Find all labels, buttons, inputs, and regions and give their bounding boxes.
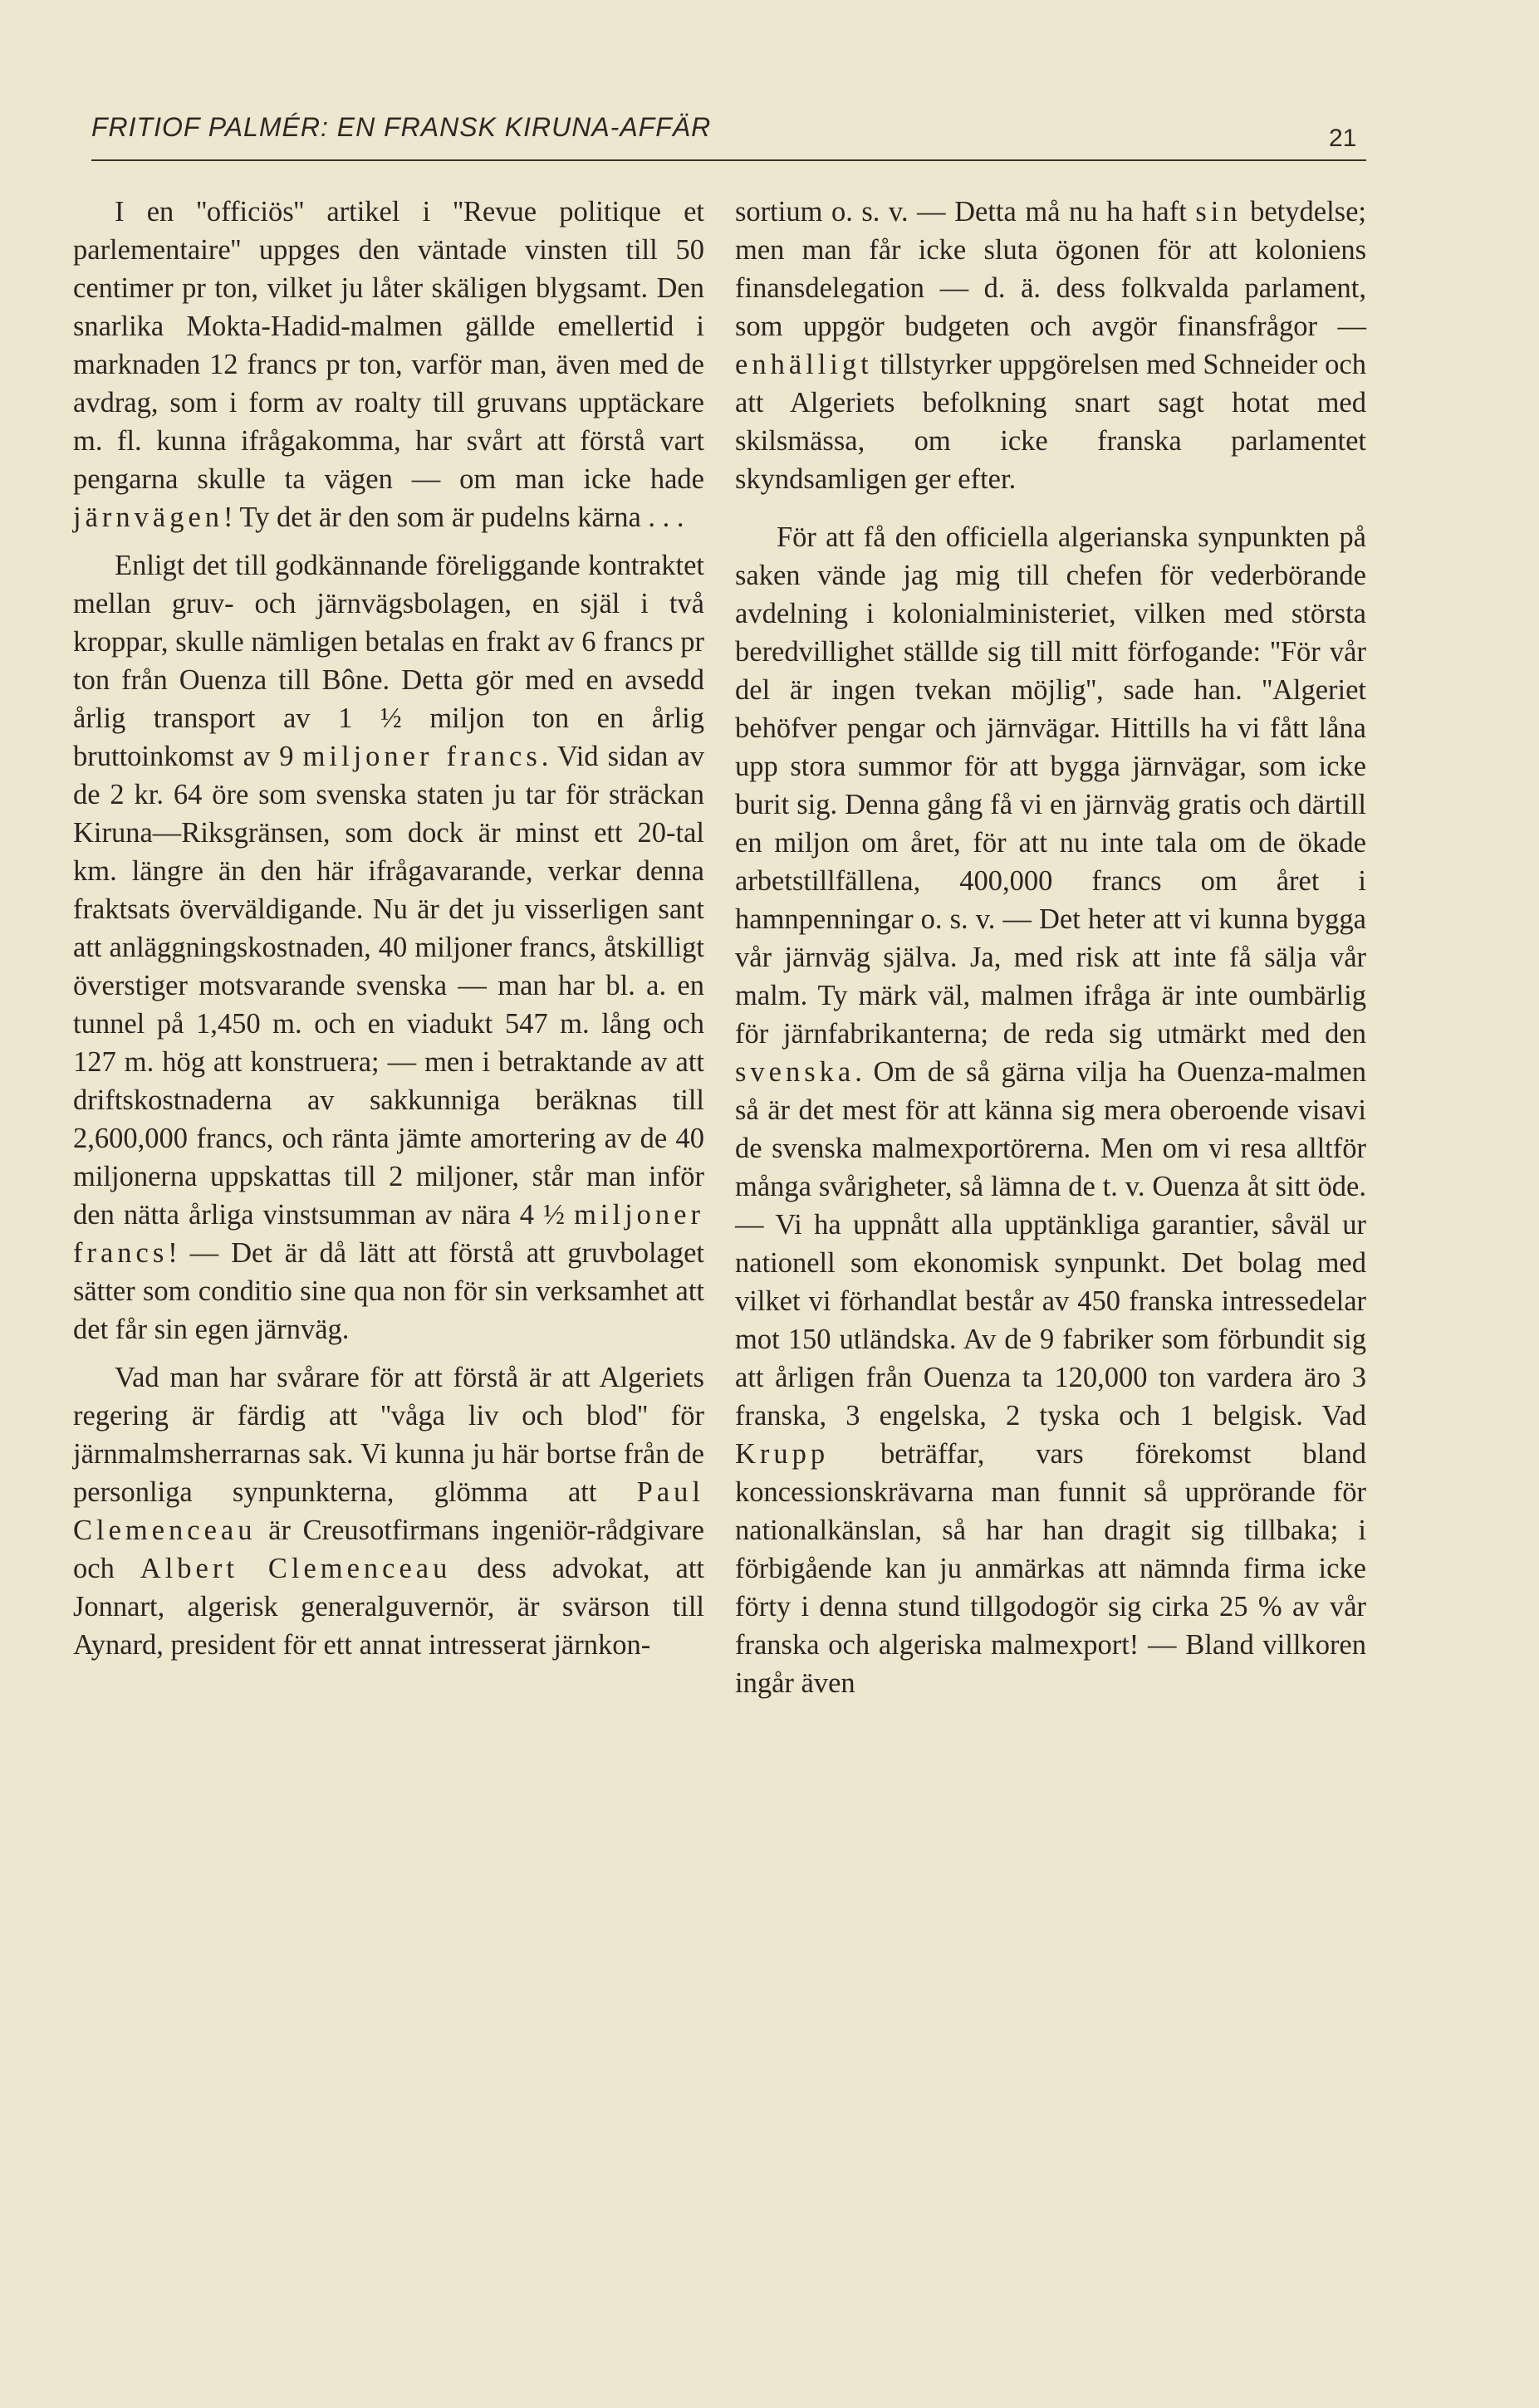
right-column	[735, 193, 1366, 1702]
left-column	[73, 193, 704, 1664]
paragraph: För att få den officiella algerianska synpunkten på saken vände jag mig till chefen för vederbörande avdelning i kolonialministeriet, vilken med största beredvillighet ställde sig till mitt förfogande: ''För vår del är ingen tvekan möjlig'', sade han. ''Algeriet behöfver pengar och järnvägar. Hittills ha vi fått låna upp stora summor för att bygga järnvägar, som icke burit sig. Denna gång få vi en järnväg gratis och därtill en miljon om året, för att nu inte tala om de ökade arbetstillfällena, 400,000 francs om året i hamnpenningar o. s. v. — Det heter att vi kunna bygga vår järnväg själva. Ja, med risk att inte få sälja vår malm. Ty märk väl, malmen ifråga är inte oumbärlig för järnfabrikanterna; de reda sig utmärkt med den svenska. Om de så gärna vilja ha Ouenza-malmen så är det mest för att känna sig mera oberoende visavi de svenska malmexportörerna. Men om vi resa alltför många svårigheter, så lämna de t. v. Ouenza åt sitt öde. — Vi ha uppnått alla upptänkliga garantier, såväl ur nationell som ekonomisk synpunkt. Det bolag med vilket vi förhandlat består av 450 franska intressedelar mot 150 utländska. Av de 9 fabriker som förbundit sig att årligen från Ouenza ta 120,000 ton vardera äro 3 franska, 3 engelska, 2 tyska och 1 belgisk. Vad Krupp beträffar, vars förekomst bland koncessionskrävarna man funnit så upprörande för nationalkänslan, så har han dragit sig tillbaka; i förbigående kan ju anmärkas att nämnda firma icke förty i denna stund tillgodogör sig cirka 25 % av vår franska och algeriska malmexport! — Bland villkoren ingår även	[735, 521, 1366, 1699]
paragraph: Enligt det till godkännande föreliggande kontraktet mellan gruv- och järnvägsbolagen, en själ i två kroppar, skulle nämligen betalas en frakt av 6 francs pr ton från Ouenza till Bône. Detta gör med en avsedd årlig transport av 1 ½ miljon ton en årlig bruttoinkomst av 9 miljoner francs. Vid sidan av de 2 kr. 64 öre som svenska staten ju tar för sträckan Kiruna—Riksgränsen, som dock är minst ett 20-tal km. längre än den här ifrågavarande, verkar denna fraktsats överväldigande. Nu är det ju visserligen sant att anläggningskostnaden, 40 miljoner francs, åtskilligt överstiger motsvarande svenska — man har bl. a. en tunnel på 1,450 m. och en viadukt 547 m. lång och 127 m. hög att konstruera; — men i betraktande av att driftskostnaderna av sakkunniga beräknas till 2,600,000 francs, och ränta jämte amortering av de 40 miljonerna uppskattas till 2 miljoner, står man inför den nätta årliga vinstsumman av nära 4 ½ miljoner francs! — Det är då lätt att förstå att gruvbolaget sätter som conditio sine qua non för sin verksamhet att det får sin egen järnväg.	[73, 550, 705, 1345]
page-number: 21	[1329, 125, 1357, 152]
emphasis: miljoner francs	[302, 741, 542, 772]
emphasis: Paul Clemenceau	[73, 1476, 704, 1546]
emphasis: järnvägen	[73, 502, 224, 533]
paragraph: Vad man har svårare för att förstå är att Algeriets regering är färdig att ''våga liv och blod'' för järnmalmsherrarnas sak. Vi kunna ju här bortse från de personliga synpunkterna, glömma att Paul Clemenceau är Creusotfirmans ingeniör-rådgivare och Albert Clemenceau dess advokat, att Jonnart, algerisk generalguvernör, är svärson till Aynard, president för ett annat intresserat järnkon-	[73, 1362, 704, 1661]
emphasis: miljoner francs	[73, 1199, 704, 1269]
emphasis: svenska	[735, 1056, 855, 1088]
emphasis: enhälligt	[735, 349, 873, 380]
paragraph: I en ''officiös'' artikel i ''Revue politique et parlementaire'' uppges den väntade vinsten till 50 centimer pr ton, vilket ju låter skäligen blygsamt. Den snarlika Mokta-Hadid-malmen gällde emellertid i marknaden 12 francs pr ton, varför man, även med de avdrag, som i form av roalty till gruvans upptäckare m. fl. kunna ifrågakomma, har svårt att förstå vart pengarna skulle ta vägen — om man icke hade järnvägen! Ty det är den som är pudelns kärna . . .	[73, 196, 704, 533]
running-title: FRITIOF PALMÉR: EN FRANSK KIRUNA-AFFÄR	[91, 112, 712, 142]
header-rule	[91, 159, 1366, 161]
emphasis: sin	[1195, 196, 1242, 228]
emphasis: Krupp	[735, 1438, 830, 1470]
paragraph: sortium o. s. v. — Detta må nu ha haft sin betydelse; men man får icke sluta ögonen för att koloniens finansdelegation — d. ä. dess folkvalda parlament, som uppgör budgeten och avgör finansfrågor — enhälligt tillstyrker uppgörelsen med Schneider och att Algeriets befolkning snart sagt hotat med skilsmässa, om icke franska parlamentet skyndsamligen ger efter.	[735, 196, 1366, 495]
emphasis: Albert Clemenceau	[140, 1553, 452, 1584]
